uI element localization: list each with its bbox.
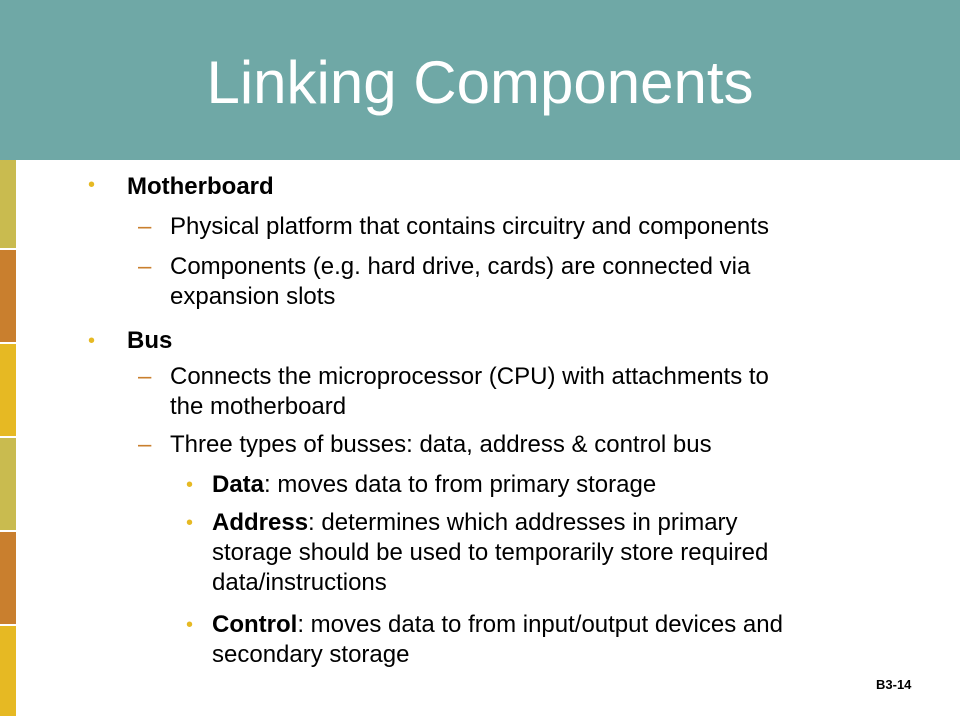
dash-icon: – (138, 253, 152, 280)
address-text-line3: data/instructions (212, 569, 387, 596)
data-text: : moves data to from primary storage (264, 471, 657, 498)
control-label: Control (212, 611, 298, 638)
title-bar (0, 0, 960, 160)
dash-icon: – (138, 431, 152, 458)
bus-sub2: Three types of busses: data, address & control bus (170, 431, 712, 458)
address-text-line2: storage should be used to temporarily store required (212, 539, 769, 566)
data-label: Data (212, 471, 265, 498)
control-item-line1 (212, 610, 783, 640)
bullet-icon: • (186, 614, 194, 636)
stripe-6 (0, 626, 16, 718)
stripe-5 (0, 532, 16, 626)
slide-number: B3-14 (876, 677, 912, 692)
slide-title: Linking Components (206, 49, 754, 116)
dash-icon: – (138, 363, 152, 390)
data-item (212, 470, 656, 500)
bullet-icon: • (88, 330, 96, 352)
bullet-icon: • (88, 174, 96, 196)
control-text-line2: secondary storage (212, 641, 410, 668)
heading-bus: Bus (127, 327, 173, 354)
address-item-line1 (212, 508, 738, 538)
bullet-icon: • (186, 474, 194, 496)
motherboard-sub2-line1: Components (e.g. hard drive, cards) are connected via (170, 253, 751, 280)
heading-motherboard: Motherboard (127, 173, 274, 200)
bus-sub1-line1: Connects the microprocessor (CPU) with attachments to (170, 363, 769, 390)
stripe-4 (0, 438, 16, 532)
motherboard-sub1: Physical platform that contains circuitry and components (170, 213, 769, 240)
dash-icon: – (138, 213, 152, 240)
control-text-line1: : moves data to from input/output devices and (297, 611, 783, 638)
address-label: Address (212, 509, 309, 536)
stripe-1 (0, 160, 16, 250)
address-text-line1: : determines which addresses in primary (308, 509, 738, 536)
side-stripes (0, 160, 16, 720)
bullet-icon: • (186, 512, 194, 534)
stripe-2 (0, 250, 16, 344)
stripe-3 (0, 344, 16, 438)
bus-sub1-line2: the motherboard (170, 393, 347, 420)
motherboard-sub2-line2: expansion slots (170, 283, 336, 310)
